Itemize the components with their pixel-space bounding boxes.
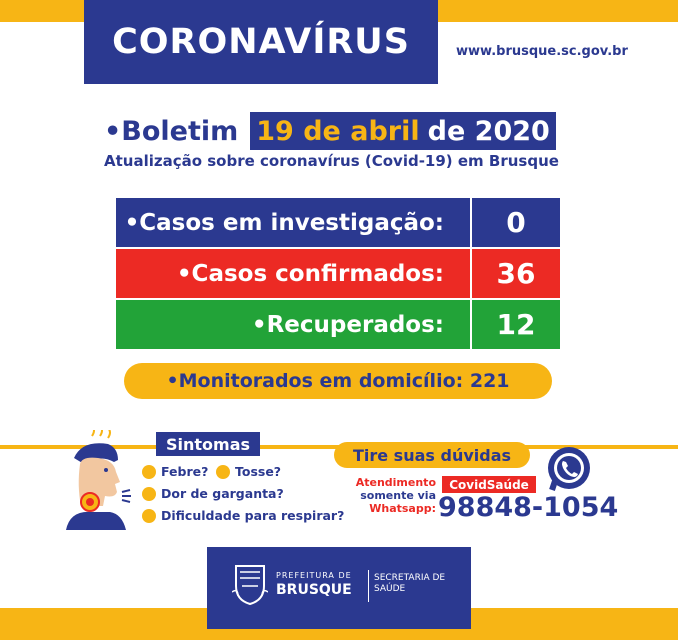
symptom-label: Tosse? [235, 464, 282, 479]
footer-secretaria-line: SECRETARIA DE [374, 573, 446, 583]
stat-row-recovered [116, 300, 560, 349]
website-link[interactable]: www.brusque.sc.gov.br [456, 44, 628, 59]
bullet-dot [142, 487, 156, 501]
symptom-label: Dificuldade para respirar? [161, 508, 345, 523]
symptoms-title: Sintomas [156, 432, 260, 456]
symptom-item [142, 508, 344, 523]
bulletin-label: •Boletim [104, 115, 239, 147]
stat-label: •Casos confirmados: [116, 249, 470, 298]
monitored-at-home-badge: •Monitorados em domicílio: 221 [124, 363, 552, 399]
bulletin-date [250, 112, 556, 150]
bullet-dot [142, 465, 156, 479]
symptom-label: Dor de garganta? [161, 486, 284, 501]
bulletin-date-year: de 2020 [427, 115, 550, 147]
stat-row-confirmed [116, 249, 560, 298]
bullet-dot [216, 465, 230, 479]
symptom-item [142, 464, 208, 479]
symptom-label: Febre? [161, 464, 209, 479]
bullet-dot [142, 509, 156, 523]
bulletin-heading [104, 110, 556, 152]
city-crest-icon [232, 562, 268, 606]
service-note-line: Whatsapp: [369, 502, 436, 515]
stat-row-investigation [116, 198, 560, 247]
stat-value: 12 [472, 300, 560, 349]
whatsapp-icon[interactable] [544, 444, 594, 494]
footer-secretaria-line: SAÚDE [374, 584, 406, 594]
stat-label: •Casos em investigação: [116, 198, 470, 247]
page-title: CORONAVÍRUS [84, 0, 438, 84]
bulletin-subtitle: Atualização sobre coronavírus (Covid-19) em Brusque [104, 152, 559, 170]
stat-value: 0 [472, 198, 560, 247]
whatsapp-phone-number[interactable]: 98848-1054 [438, 492, 619, 523]
stat-value: 36 [472, 249, 560, 298]
footer-prefeitura-small: PREFEITURA DE [276, 571, 352, 580]
service-note-line: Atendimento [355, 476, 436, 489]
footer-secretaria [374, 573, 445, 595]
footer-divider [368, 570, 369, 602]
symptom-item [216, 464, 281, 479]
bulletin-date-day: 19 de abril [256, 115, 420, 147]
covidsaude-badge: CovidSaúde [442, 476, 536, 493]
stat-label: •Recuperados: [116, 300, 470, 349]
footer-prefeitura-name: BRUSQUE [276, 582, 352, 598]
questions-title: Tire suas dúvidas [334, 442, 530, 468]
symptom-item [142, 486, 284, 501]
service-note-line: somente via [360, 489, 436, 502]
service-note [340, 476, 436, 515]
sick-person-icon [62, 430, 134, 530]
